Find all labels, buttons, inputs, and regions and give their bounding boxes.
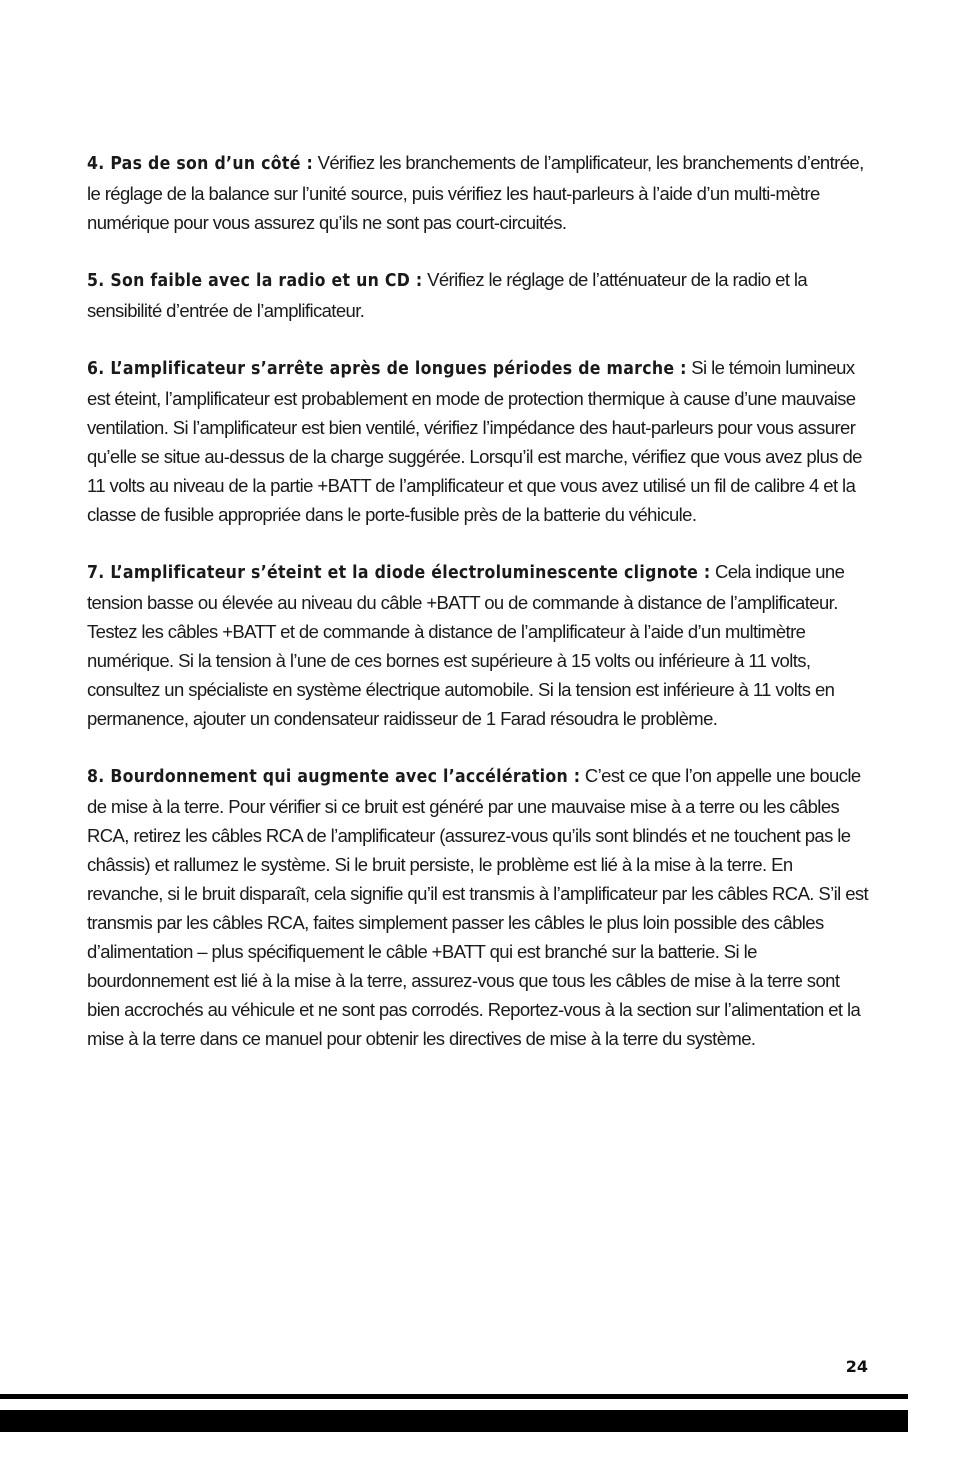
item-text: Vérifiez les branchements de l’amplificateur, les branchements d’entrée, le réglage de la balance sur l’unité source, puis vérifiez les haut-parleurs à l’aide d’un multi-mètre numérique pour vous assurez qu’ils ne sont pas court-circuités. [87,152,864,233]
item-heading: 7. L’amplificateur s’éteint et la diode électroluminescente clignote : [87,563,711,583]
troubleshooting-item-5 [87,265,870,325]
troubleshooting-item-4 [87,148,870,237]
troubleshooting-item-8 [87,761,870,1053]
item-heading: 8. Bourdonnement qui augmente avec l’accélération : [87,767,581,787]
item-text: Si le témoin lumineux est éteint, l’amplificateur est probablement en mode de protection thermique à cause d’une mauvaise ventilation. Si l’amplificateur est bien ventilé, vérifiez l’impédance des haut-parleurs pour vous assurer qu’elle se situe au-dessus de la charge suggérée. Lorsqu’il est marche, vérifiez que vous avez plus de 11 volts au niveau de la partie +BATT de l’amplificateur et que vous avez utilisé un fil de calibre 4 et la classe de fusible appropriée dans le porte-fusible près de la batterie du véhicule. [87,357,862,525]
troubleshooting-item-6 [87,353,870,529]
item-heading: 5. Son faible avec la radio et un CD : [87,271,423,291]
item-text: Cela indique une tension basse ou élevée au niveau du câble +BATT ou de commande à distance de l’amplificateur. Testez les câbles +BATT et de commande à distance de l’amplificateur à l’aide d’un multimètre numérique. Si la tension à l’une de ces bornes est supérieure à 15 volts ou inférieure à 11 volts, consultez un spécialiste en système électrique automobile. Si la tension est inférieure à 11 volts en permanence, ajouter un condensateur raidisseur de 1 Farad résoudra le problème. [87,561,845,729]
item-text: C’est ce que l’on appelle une boucle de mise à la terre. Pour vérifier si ce bruit est généré par une mauvaise mise à a terre ou les câbles RCA, retirez les câbles RCA de l’amplificateur (assurez-vous qu’ils sont blindés et ne touchent pas le châssis) et rallumez le système. Si le bruit persiste, le problème est lié à la mise à la terre. En revanche, si le bruit disparaît, cela signifie qu’il est transmis à l’amplificateur par les câbles RCA. S’il est transmis par les câbles RCA, faites simplement passer les câbles le plus loin possible des câbles d’alimentation – plus spécifiquement le câble +BATT qui est branché sur la batterie. Si le bourdonnement est lié à la mise à la terre, assurez-vous que tous les câbles de mise à la terre sont bien accrochés au véhicule et ne sont pas corrodés. Reportez-vous à la section sur l’alimentation et la mise à la terre dans ce manuel pour obtenir les directives de mise à la terre du système. [87,765,869,1049]
footer-rule-thick [0,1410,908,1432]
page-number: 24 [845,1357,868,1376]
troubleshooting-item-7 [87,557,870,733]
item-heading: 6. L’amplificateur s’arrête après de longues périodes de marche : [87,359,687,379]
troubleshooting-section [87,148,870,1081]
item-text: Vérifiez le réglage de l’atténuateur de la radio et la sensibilité d’entrée de l’amplificateur. [87,269,808,321]
item-heading: 4. Pas de son d’un côté : [87,154,314,174]
footer-rule-thin [0,1394,908,1399]
